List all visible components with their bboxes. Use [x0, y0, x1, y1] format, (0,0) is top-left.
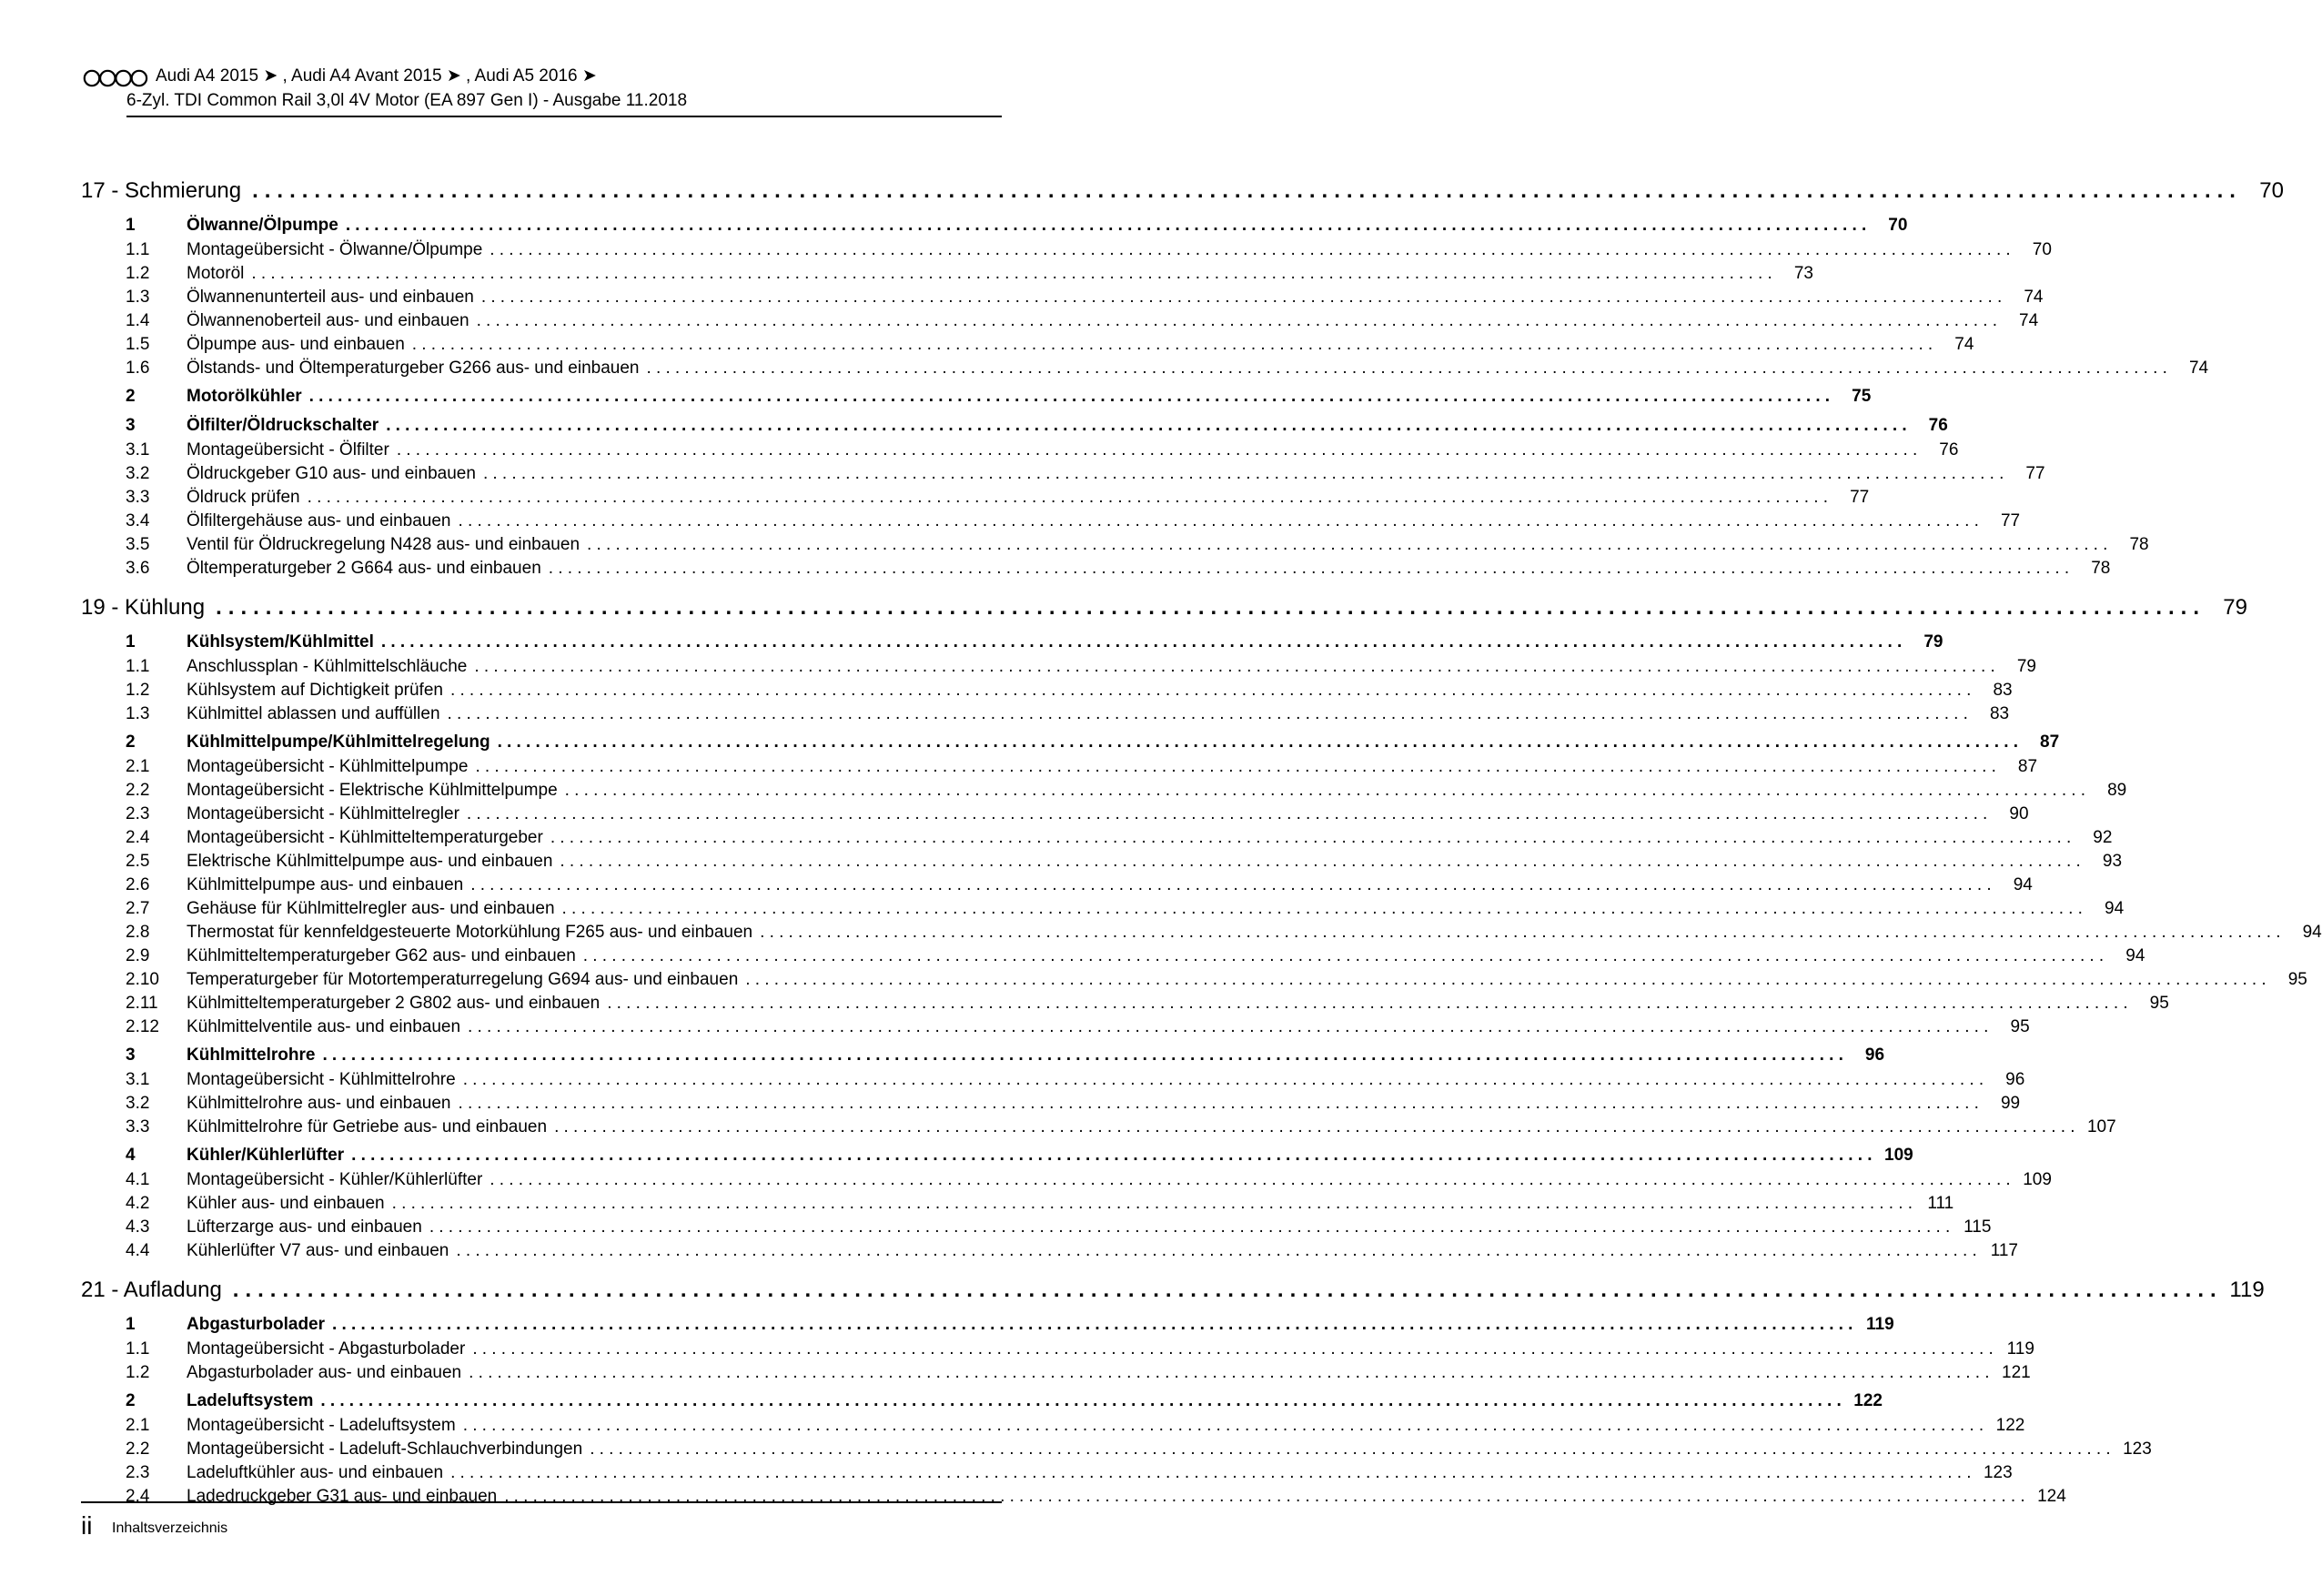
- dot-leader: ................................................................................................................................................................: [411, 335, 1938, 354]
- toc-entry-title: Anschlussplan - Kühlmittelschläuche: [187, 657, 468, 676]
- dot-leader: ................................................................................................................................................................: [745, 970, 2271, 989]
- toc-entry-number: 1.2: [126, 681, 150, 700]
- toc-page-number: 83: [1993, 681, 2013, 700]
- toc-entry-number: 2.1: [126, 757, 150, 776]
- toc-subsection-row[interactable]: [81, 874, 2033, 897]
- toc-entry-title: Ölpumpe aus- und einbauen: [187, 335, 405, 354]
- toc-subsection-row[interactable]: [81, 1092, 2021, 1116]
- dot-leader: ................................................................................................................................................................: [472, 1339, 1998, 1359]
- toc-subsection-row[interactable]: [81, 968, 2307, 992]
- dot-leader: ................................................................................................................................................................: [480, 288, 2007, 307]
- dot-leader: ................................................................................................................................................................: [561, 899, 2088, 918]
- toc-subsection-row[interactable]: [81, 679, 2013, 702]
- toc-entry-title: Montageübersicht - Ölwanne/Ölpumpe: [187, 240, 483, 259]
- toc-section-row[interactable]: [81, 384, 1872, 409]
- toc-subsection-row[interactable]: [81, 826, 2113, 850]
- toc-entry-number: 2.7: [126, 899, 150, 918]
- toc-entry-number: 3: [126, 416, 136, 435]
- toc-entry-number: 1.6: [126, 359, 150, 378]
- dot-leader: ................................................................................................................................................................: [469, 1363, 1994, 1382]
- dot-leader: ................................................................................................................................................................: [497, 732, 2024, 752]
- toc-entry-number: 2.4: [126, 1487, 150, 1506]
- toc-subsection-row[interactable]: [81, 1239, 2018, 1263]
- toc-entry-title: Kühlmittel ablassen und auffüllen: [187, 704, 440, 723]
- toc-entry-number: 3.6: [126, 559, 150, 578]
- dot-leader: ................................................................................................................................................................: [548, 559, 2075, 578]
- toc-entry-number: 1.5: [126, 335, 150, 354]
- toc-entry-number: 3: [126, 1045, 136, 1065]
- toc-page-number: 87: [2017, 757, 2038, 776]
- header-engine-edition: 6-Zyl. TDI Common Rail 3,0l 4V Motor (EA 897 Gen I) - Ausgabe 11.2018: [126, 91, 688, 110]
- toc-page-number: 109: [2023, 1170, 2052, 1189]
- toc-entry-number: 2: [126, 732, 136, 752]
- dot-leader: ................................................................................................................................................................: [490, 240, 2015, 259]
- toc-entry-title: Lüfterzarge aus- und einbauen: [187, 1217, 422, 1237]
- toc-page-number: 87: [2040, 732, 2060, 752]
- toc-entry-number: 1.3: [126, 704, 150, 723]
- page-footer: [81, 1501, 1002, 1540]
- toc-entry-title: Kühlmittelpumpe/Kühlmittelregelung: [187, 732, 490, 752]
- toc-subsection-row[interactable]: [81, 1338, 2034, 1361]
- dot-leader: ................................................................................................................................................................: [396, 440, 1923, 460]
- toc-subsection-row[interactable]: [81, 1414, 2025, 1438]
- toc-entry-title: Kühlmittelrohre: [187, 1045, 316, 1065]
- toc-subsection-row[interactable]: [81, 1216, 1992, 1239]
- toc-entry-title: Elektrische Kühlmittelpumpe aus- und einbauen: [187, 852, 553, 871]
- toc-entry-number: 2.3: [126, 804, 150, 823]
- toc-subsection-row[interactable]: [81, 357, 2209, 380]
- toc-entry-number: 2.6: [126, 875, 150, 894]
- toc-subsection-row[interactable]: [81, 557, 2111, 581]
- toc-entry-number: 1: [126, 632, 136, 652]
- toc-entry-number: 3.2: [126, 464, 150, 483]
- toc-chapter-row[interactable]: [81, 1272, 2265, 1308]
- toc-section-row[interactable]: [81, 1043, 1885, 1068]
- dot-leader: ................................................................................................................................................................: [456, 1241, 1982, 1260]
- toc-chapter-title: 17 - Schmierung: [81, 178, 242, 203]
- dot-leader: ................................................................................................................................................................: [252, 178, 2242, 203]
- toc-subsection-row[interactable]: [81, 850, 2123, 874]
- dot-leader: ................................................................................................................................................................: [468, 1017, 1994, 1036]
- toc-entry-title: Montageübersicht - Kühlmittelrohre: [187, 1070, 456, 1089]
- toc-entry-number: 2.8: [126, 923, 150, 942]
- toc-page-number: 95: [2010, 1017, 2030, 1036]
- dot-leader: ................................................................................................................................................................: [429, 1217, 1955, 1237]
- toc-subsection-row[interactable]: [81, 333, 1974, 357]
- toc-entry-number: 3.3: [126, 1117, 150, 1136]
- chapter-spacer: [81, 581, 1002, 590]
- toc-subsection-row[interactable]: [81, 992, 2169, 1015]
- toc-page-number: 70: [2032, 240, 2052, 259]
- toc-page-number: 75: [1852, 387, 1872, 406]
- dot-leader: ................................................................................................................................................................: [607, 994, 2133, 1013]
- dot-leader: ................................................................................................................................................................: [345, 216, 1872, 235]
- toc-entry-title: Kühlerlüfter V7 aus- und einbauen: [187, 1241, 449, 1260]
- toc-page-number: 94: [2013, 875, 2033, 894]
- toc-entry-title: Ladeluftsystem: [187, 1391, 314, 1410]
- toc-entry-title: Ölfilter/Öldruckschalter: [187, 416, 379, 435]
- dot-leader: ................................................................................................................................................................: [474, 657, 2000, 676]
- dot-leader: ................................................................................................................................................................: [646, 359, 2173, 378]
- dot-leader: ................................................................................................................................................................: [322, 1045, 1849, 1065]
- footer-divider: [81, 1501, 1002, 1503]
- toc-page-number: 74: [2019, 311, 2039, 330]
- toc-entry-title: Montageübersicht - Ladeluft-Schlauchverbindungen: [187, 1439, 583, 1459]
- toc-entry-title: Kühlmittelrohre aus- und einbauen: [187, 1094, 451, 1113]
- toc-entry-title: Montageübersicht - Elektrische Kühlmittelpumpe: [187, 781, 558, 800]
- toc-page-number: 78: [2091, 559, 2111, 578]
- toc-subsection-row[interactable]: [81, 702, 2010, 726]
- toc-page-number: 74: [2024, 288, 2044, 307]
- dot-leader: ................................................................................................................................................................: [380, 632, 1907, 652]
- toc-entry-number: 2.3: [126, 1463, 150, 1482]
- toc-chapter-title: 21 - Aufladung: [81, 1278, 222, 1302]
- toc-page-number: 74: [1954, 335, 1974, 354]
- dot-leader: ................................................................................................................................................................: [490, 1170, 2015, 1189]
- toc-page-number: 107: [2086, 1117, 2116, 1136]
- dot-leader: ................................................................................................................................................................: [476, 311, 2003, 330]
- toc-section-row[interactable]: [81, 1389, 1883, 1414]
- toc-entry-number: 3.4: [126, 511, 150, 530]
- toc-subsection-row[interactable]: [81, 510, 2021, 533]
- toc-entry-number: 2.4: [126, 828, 150, 847]
- toc-entry-number: 2.10: [126, 970, 159, 989]
- toc-entry-number: 2.12: [126, 1017, 159, 1036]
- dot-leader: ................................................................................................................................................................: [760, 923, 2286, 942]
- toc-entry-number: 1.3: [126, 288, 150, 307]
- toc-entry-number: 1.1: [126, 657, 150, 676]
- toc-entry-title: Montageübersicht - Kühlmitteltemperaturgeber: [187, 828, 543, 847]
- dot-leader: ................................................................................................................................................................: [564, 781, 2091, 800]
- toc-entry-number: 4.2: [126, 1194, 150, 1213]
- toc-page-number: 119: [2229, 1278, 2265, 1302]
- toc-subsection-row[interactable]: [81, 262, 1813, 286]
- toc-section-row[interactable]: [81, 413, 1948, 439]
- toc-page-number: 89: [2107, 781, 2127, 800]
- toc-entry-number: 1.4: [126, 311, 150, 330]
- toc-page-number: 94: [2105, 899, 2125, 918]
- dot-leader: ................................................................................................................................................................: [458, 1094, 1984, 1113]
- toc-entry-title: Motoröl: [187, 264, 245, 283]
- toc-entry-title: Abgasturbolader aus- und einbauen: [187, 1363, 462, 1382]
- toc-entry-title: Kühler/Kühlerlüfter: [187, 1146, 345, 1165]
- toc-entry-title: Temperaturgeber für Motortemperaturregelung G694 aus- und einbauen: [187, 970, 739, 989]
- dot-leader: ................................................................................................................................................................: [550, 828, 2076, 847]
- page-header: [83, 66, 1002, 118]
- toc-subsection-row[interactable]: [81, 921, 2322, 944]
- toc-entry-title: Ölwanne/Ölpumpe: [187, 216, 338, 235]
- toc-subsection-row[interactable]: [81, 897, 2125, 921]
- toc-subsection-row[interactable]: [81, 462, 2045, 486]
- toc-subsection-row[interactable]: [81, 1485, 2066, 1509]
- toc-subsection-row[interactable]: [81, 1361, 2031, 1385]
- toc-entry-title: Öldruckgeber G10 aus- und einbauen: [187, 464, 476, 483]
- toc-entry-number: 2.2: [126, 1439, 150, 1459]
- toc-subsection-row[interactable]: [81, 779, 2127, 803]
- dot-leader: ................................................................................................................................................................: [582, 946, 2109, 965]
- toc-entry-title: Kühlsystem/Kühlmittel: [187, 632, 374, 652]
- toc-page-number: 123: [1983, 1463, 2013, 1482]
- toc-entry-title: Ölwannenoberteil aus- und einbauen: [187, 311, 469, 330]
- toc-entry-title: Montageübersicht - Ladeluftsystem: [187, 1416, 456, 1435]
- toc-subsection-row[interactable]: [81, 1168, 2052, 1192]
- toc-section-row[interactable]: [81, 213, 1908, 238]
- dot-leader: ................................................................................................................................................................: [475, 757, 2002, 776]
- toc-page-number: 73: [1793, 264, 1813, 283]
- toc-page-number: 77: [2025, 464, 2045, 483]
- toc-entry-title: Kühlmitteltemperaturgeber G62 aus- und einbauen: [187, 946, 576, 965]
- toc-page-number: 70: [2259, 178, 2284, 203]
- toc-subsection-row[interactable]: [81, 1438, 2152, 1461]
- toc-entry-title: Kühlmittelventile aus- und einbauen: [187, 1017, 461, 1036]
- toc-page-number: 94: [2302, 923, 2322, 942]
- toc-subsection-row[interactable]: [81, 1192, 1954, 1216]
- toc-chapter-row[interactable]: [81, 173, 2284, 209]
- dot-leader: ................................................................................................................................................................: [462, 1070, 1989, 1089]
- dot-leader: ................................................................................................................................................................: [251, 264, 1777, 283]
- toc-page-number: 79: [1923, 632, 1943, 652]
- toc-entry-title: Gehäuse für Kühlmittelregler aus- und einbauen: [187, 899, 555, 918]
- toc-entry-title: Ladeluftkühler aus- und einbauen: [187, 1463, 444, 1482]
- toc-entry-number: 1.1: [126, 240, 150, 259]
- header-divider: [126, 116, 1002, 117]
- toc-entry-title: Kühlmittelpumpe aus- und einbauen: [187, 875, 464, 894]
- toc-section-row[interactable]: [81, 1143, 1913, 1168]
- toc-subsection-row[interactable]: [81, 944, 2145, 968]
- toc-page-number: 122: [1853, 1391, 1883, 1410]
- toc-entry-number: 2.9: [126, 946, 150, 965]
- toc-page-number: 123: [2123, 1439, 2152, 1459]
- toc-page-number: 77: [1850, 488, 1870, 507]
- toc-entry-number: 4: [126, 1146, 136, 1165]
- toc-chapter-row[interactable]: [81, 590, 2247, 626]
- toc-page-number: 115: [1964, 1217, 1992, 1237]
- toc-subsection-row[interactable]: [81, 1015, 2030, 1039]
- toc-subsection-row[interactable]: [81, 655, 2036, 679]
- toc-entry-number: 2.1: [126, 1416, 150, 1435]
- chapter-spacer: [81, 1263, 1002, 1272]
- footer-page-number: ii: [81, 1511, 93, 1540]
- toc-page-number: 99: [2000, 1094, 2021, 1113]
- toc-entry-title: Montageübersicht - Abgasturbolader: [187, 1339, 466, 1359]
- toc-page-number: 79: [2016, 657, 2036, 676]
- toc-page-number: 79: [2223, 595, 2247, 620]
- toc-entry-title: Montageübersicht - Kühler/Kühlerlüfter: [187, 1170, 483, 1189]
- dot-leader: ................................................................................................................................................................: [447, 704, 1974, 723]
- toc-page-number: 78: [2129, 535, 2149, 554]
- toc-entry-number: 3.2: [126, 1094, 150, 1113]
- dot-leader: ................................................................................................................................................................: [232, 1278, 2223, 1302]
- toc-subsection-row[interactable]: [81, 533, 2149, 557]
- toc-entry-title: Montageübersicht - Kühlmittelregler: [187, 804, 459, 823]
- toc-page-number: 74: [2188, 359, 2209, 378]
- dot-leader: ................................................................................................................................................................: [351, 1146, 1877, 1165]
- toc-page-number: 117: [1990, 1241, 2018, 1260]
- toc-page-number: 119: [1865, 1315, 1894, 1334]
- toc-entry-title: Ladedruckgeber G31 aus- und einbauen: [187, 1487, 498, 1506]
- toc-subsection-row[interactable]: [81, 803, 2029, 826]
- toc-chapter-title: 19 - Kühlung: [81, 595, 206, 620]
- dot-leader: ................................................................................................................................................................: [386, 416, 1912, 435]
- toc-section-row[interactable]: [81, 730, 2060, 755]
- toc-section-row[interactable]: [81, 1312, 1894, 1338]
- toc-entry-number: 2: [126, 387, 136, 406]
- dot-leader: ................................................................................................................................................................: [590, 1439, 2115, 1459]
- toc-page-number: 109: [1884, 1146, 1913, 1165]
- toc-entry-title: Motorölkühler: [187, 387, 302, 406]
- table-of-contents: [81, 173, 2322, 1509]
- dot-leader: ................................................................................................................................................................: [332, 1315, 1858, 1334]
- toc-page-number: 95: [2287, 970, 2307, 989]
- toc-page-number: 111: [1927, 1194, 1954, 1213]
- dot-leader: ................................................................................................................................................................: [466, 804, 1993, 823]
- dot-leader: ................................................................................................................................................................: [504, 1487, 2030, 1506]
- dot-leader: ................................................................................................................................................................: [458, 511, 1984, 530]
- toc-entry-number: 3.1: [126, 440, 150, 460]
- toc-page-number: 95: [2149, 994, 2169, 1013]
- toc-entry-number: 1.1: [126, 1339, 150, 1359]
- toc-page-number: 76: [1939, 440, 1959, 460]
- toc-page-number: 83: [1989, 704, 2010, 723]
- toc-subsection-row[interactable]: [81, 1461, 2013, 1485]
- toc-entry-number: 4.4: [126, 1241, 150, 1260]
- toc-entry-number: 1.2: [126, 1363, 150, 1382]
- dot-leader: ................................................................................................................................................................: [308, 387, 1835, 406]
- toc-section-row[interactable]: [81, 630, 1943, 655]
- toc-entry-number: 1: [126, 1315, 136, 1334]
- dot-leader: ................................................................................................................................................................: [554, 1117, 2080, 1136]
- toc-subsection-row[interactable]: [81, 755, 2038, 779]
- toc-page-number: 122: [1995, 1416, 2025, 1435]
- dot-leader: ................................................................................................................................................................: [587, 535, 2113, 554]
- toc-entry-title: Thermostat für kennfeldgesteuerte Motorkühlung F265 aus- und einbauen: [187, 923, 753, 942]
- toc-entry-number: 1: [126, 216, 136, 235]
- toc-entry-number: 3.3: [126, 488, 150, 507]
- toc-entry-number: 3.1: [126, 1070, 150, 1089]
- toc-subsection-row[interactable]: [81, 439, 1959, 462]
- toc-entry-title: Kühlmitteltemperaturgeber 2 G802 aus- und einbauen: [187, 994, 601, 1013]
- toc-page-number: 119: [2006, 1339, 2034, 1359]
- toc-subsection-row[interactable]: [81, 238, 2052, 262]
- dot-leader: ................................................................................................................................................................: [470, 875, 1996, 894]
- toc-entry-title: Ventil für Öldruckregelung N428 aus- und einbauen: [187, 535, 580, 554]
- toc-page-number: 70: [1888, 216, 1908, 235]
- dot-leader: ................................................................................................................................................................: [482, 464, 2009, 483]
- toc-subsection-row[interactable]: [81, 286, 2044, 309]
- toc-entry-title: Kühler aus- und einbauen: [187, 1194, 385, 1213]
- toc-entry-title: Öltemperaturgeber 2 G664 aus- und einbauen: [187, 559, 541, 578]
- toc-entry-title: Kühlsystem auf Dichtigkeit prüfen: [187, 681, 443, 700]
- toc-entry-number: 1.2: [126, 264, 150, 283]
- toc-entry-number: 2.5: [126, 852, 150, 871]
- toc-entry-number: 4.1: [126, 1170, 150, 1189]
- toc-page-number: 77: [2000, 511, 2021, 530]
- toc-subsection-row[interactable]: [81, 1116, 2116, 1139]
- toc-entry-number: 2: [126, 1391, 136, 1410]
- toc-entry-title: Ölfiltergehäuse aus- und einbauen: [187, 511, 451, 530]
- header-vehicle-models: Audi A4 2015 ➤ , Audi A4 Avant 2015 ➤ , Audi A5 2016 ➤: [156, 66, 597, 86]
- toc-entry-number: 4.3: [126, 1217, 150, 1237]
- toc-entry-title: Öldruck prüfen: [187, 488, 300, 507]
- toc-entry-number: 2.11: [126, 994, 158, 1013]
- toc-page-number: 124: [2037, 1487, 2066, 1506]
- toc-page-number: 121: [2002, 1363, 2031, 1382]
- toc-entry-title: Montageübersicht - Kühlmittelpumpe: [187, 757, 469, 776]
- toc-page-number: 76: [1928, 416, 1948, 435]
- dot-leader: ................................................................................................................................................................: [450, 1463, 1976, 1482]
- dot-leader: ................................................................................................................................................................: [449, 681, 1976, 700]
- dot-leader: ................................................................................................................................................................: [462, 1416, 1989, 1435]
- footer-label: Inhaltsverzeichnis: [112, 1520, 228, 1536]
- toc-entry-title: Kühlmittelrohre für Getriebe aus- und einbauen: [187, 1117, 548, 1136]
- toc-entry-title: Abgasturbolader: [187, 1315, 326, 1334]
- toc-entry-title: Ölwannenunterteil aus- und einbauen: [187, 288, 474, 307]
- toc-page-number: 90: [2009, 804, 2029, 823]
- toc-page-number: 96: [1864, 1045, 1885, 1065]
- toc-entry-title: Montageübersicht - Ölfilter: [187, 440, 389, 460]
- dot-leader: ................................................................................................................................................................: [560, 852, 2086, 871]
- dot-leader: ................................................................................................................................................................: [391, 1194, 1918, 1213]
- toc-subsection-row[interactable]: [81, 309, 2039, 333]
- dot-leader: ................................................................................................................................................................: [216, 595, 2206, 620]
- toc-subsection-row[interactable]: [81, 1068, 2025, 1092]
- toc-page-number: 96: [2005, 1070, 2025, 1089]
- toc-page-number: 94: [2125, 946, 2145, 965]
- toc-entry-number: 3.5: [126, 535, 150, 554]
- toc-entry-number: 2.2: [126, 781, 150, 800]
- toc-page-number: 93: [2102, 852, 2123, 871]
- toc-subsection-row[interactable]: [81, 486, 1870, 510]
- toc-entry-title: Ölstands- und Öltemperaturgeber G266 aus- und einbauen: [187, 359, 640, 378]
- toc-page-number: 92: [2093, 828, 2113, 847]
- audi-rings-logo-icon: [83, 69, 148, 87]
- dot-leader: ................................................................................................................................................................: [307, 488, 1833, 507]
- dot-leader: ................................................................................................................................................................: [320, 1391, 1846, 1410]
